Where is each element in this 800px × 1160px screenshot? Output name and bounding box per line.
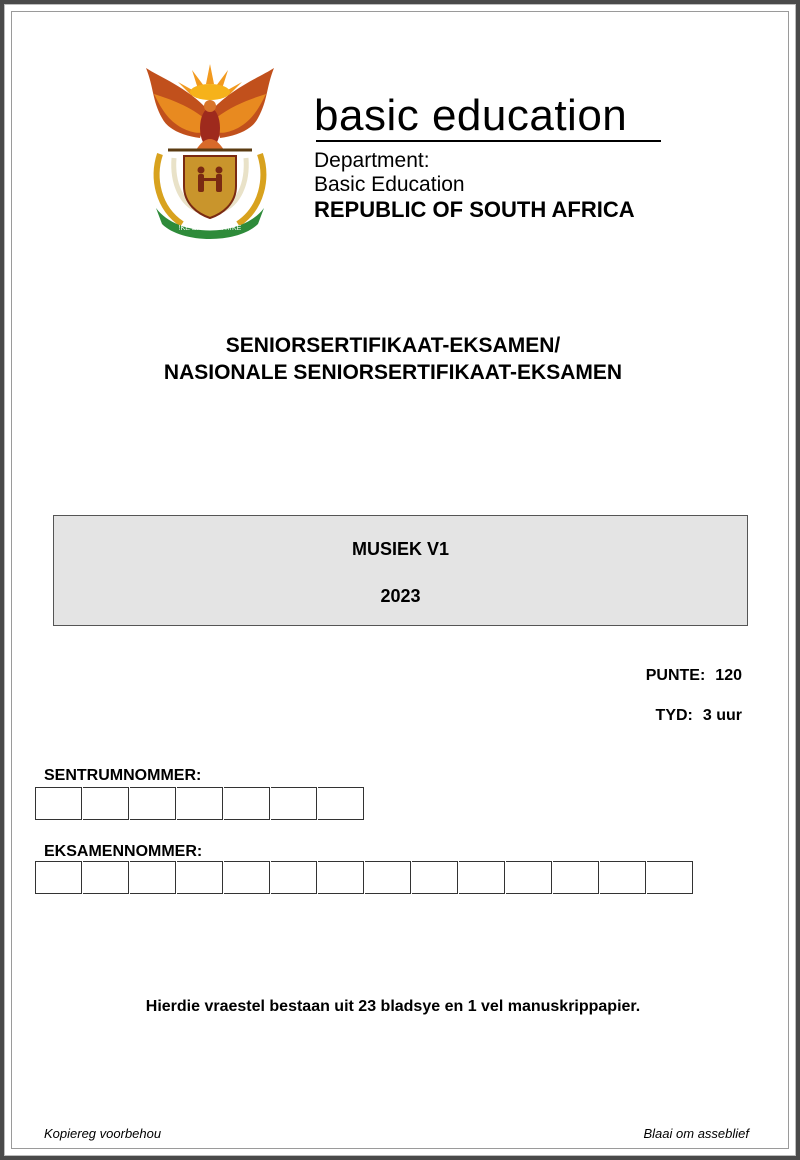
time-value: 3 uur (702, 707, 742, 724)
centre-number-boxes (35, 787, 364, 820)
marks-value: 120 (715, 667, 742, 684)
exam-title-line1: SENIORSERTIFIKAAT-EKSAMEN/ (225, 334, 561, 357)
exam-number-box[interactable] (224, 861, 270, 894)
brand-title: basic education (314, 91, 628, 140)
time-info (656, 707, 742, 725)
marks-label: PUNTE: (645, 667, 706, 684)
exam-number-box[interactable] (412, 861, 458, 894)
centre-number-box[interactable] (177, 787, 223, 820)
centre-number-box[interactable] (130, 787, 176, 820)
exam-number-box[interactable] (459, 861, 505, 894)
centre-number-box[interactable] (36, 787, 82, 820)
exam-number-box[interactable] (600, 861, 646, 894)
motto-text: !KE E: /XARRA //KE (178, 225, 242, 232)
exam-number-boxes (35, 861, 693, 894)
exam-number-label: EKSAMENNOMMER: (44, 843, 203, 860)
exam-number-box[interactable] (271, 861, 317, 894)
page-count-note: Hierdie vraestel bestaan uit 23 bladsye en 1 vel manuskrippapier. (145, 998, 641, 1015)
exam-number-box[interactable] (647, 861, 693, 894)
exam-number-box[interactable] (318, 861, 364, 894)
exam-number-box[interactable] (36, 861, 82, 894)
centre-number-box[interactable] (318, 787, 364, 820)
exam-number-box[interactable] (177, 861, 223, 894)
subject-name: MUSIEK V1 (351, 539, 450, 559)
brand-divider (316, 140, 661, 142)
coat-of-arms-logo (138, 58, 282, 240)
exam-number-box[interactable] (553, 861, 599, 894)
exam-number-box[interactable] (365, 861, 411, 894)
country-name: REPUBLIC OF SOUTH AFRICA (314, 197, 635, 222)
copyright-notice: Kopiereg voorbehou (44, 1126, 162, 1141)
time-label: TYD: (655, 707, 693, 724)
subject-box (53, 515, 748, 626)
exam-number-box[interactable] (83, 861, 129, 894)
centre-number-box[interactable] (83, 787, 129, 820)
subject-year: 2023 (380, 586, 421, 606)
centre-number-box[interactable] (271, 787, 317, 820)
department-name: Basic Education (314, 173, 465, 196)
centre-number-label: SENTRUMNOMMER: (44, 767, 202, 784)
department-label: Department: (314, 149, 430, 172)
marks-info (646, 667, 742, 685)
exam-number-box[interactable] (130, 861, 176, 894)
turn-page-notice: Blaai om asseblief (643, 1126, 749, 1141)
exam-number-box[interactable] (506, 861, 552, 894)
centre-number-box[interactable] (224, 787, 270, 820)
exam-title-line2: NASIONALE SENIORSERTIFIKAAT-EKSAMEN (163, 361, 623, 384)
